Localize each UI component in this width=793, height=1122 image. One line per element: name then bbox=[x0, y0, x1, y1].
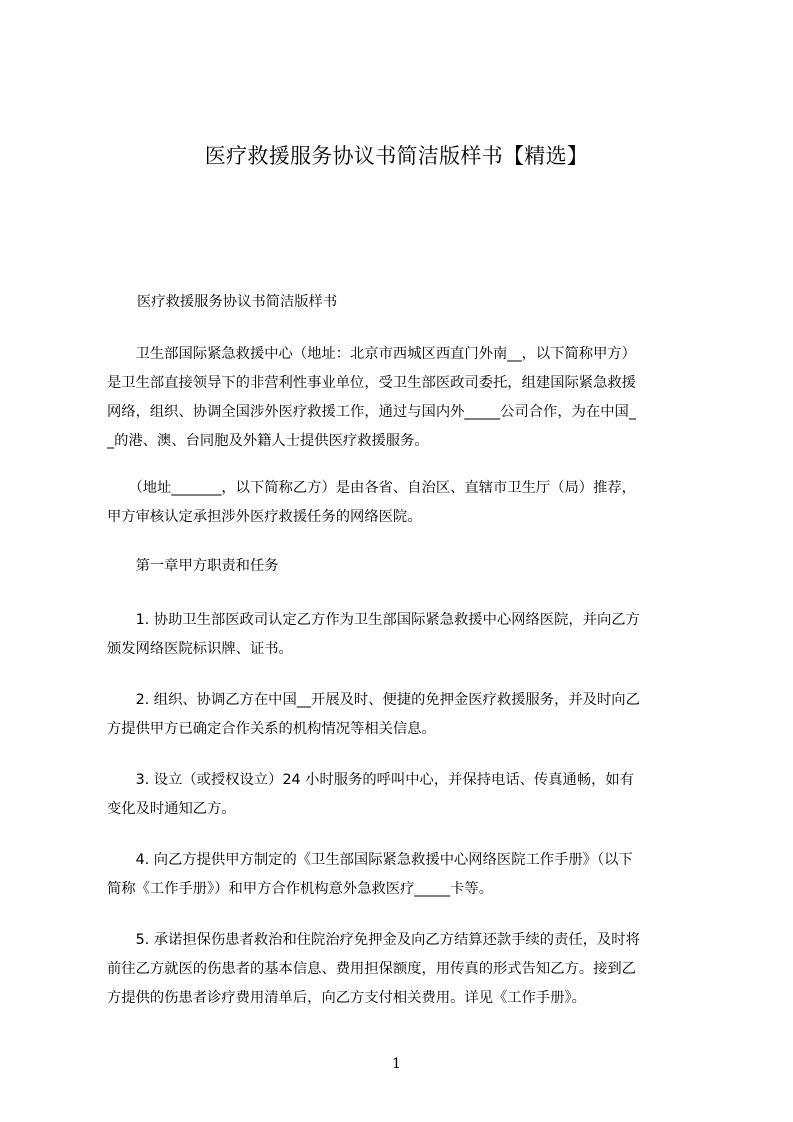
document-subtitle bbox=[107, 288, 711, 317]
paragraph-line: 4. 向乙方提供甲方制定的《卫生部国际紧急救援中心网络医院工作手册》（以下 bbox=[107, 852, 633, 868]
paragraph-intro-party-a bbox=[107, 340, 711, 456]
paragraph-line: 是卫生部直接领导下的非营利性事业单位，受卫生部医政司委托，组建国际紧急救援 bbox=[107, 375, 636, 391]
clause-4 bbox=[107, 846, 711, 904]
paragraph-line: 2. 组织、协调乙方在中国__开展及时、便捷的免押金医疗救援服务，并及时向乙 bbox=[107, 692, 640, 708]
paragraph-line: 方提供的伤患者诊疗费用清单后，向乙方支付相关费用。详见《工作手册》。 bbox=[107, 990, 586, 1006]
paragraph-line: 方提供甲方已确定合作关系的机构情况等相关信息。 bbox=[107, 721, 436, 737]
paragraph-line: 网络，组织、协调全国涉外医疗救援工作，通过与国内外_____公司合作，为在中国_ bbox=[107, 404, 636, 420]
clause-2 bbox=[107, 686, 711, 744]
paragraph-line: 5. 承诺担保伤患者救治和住院治疗免押金及向乙方结算还款手续的责任，及时将 bbox=[107, 932, 640, 948]
subtitle-text: 医疗救援服务协议书简洁版样书 bbox=[137, 294, 338, 310]
clause-3 bbox=[107, 766, 711, 824]
paragraph-line: 卫生部国际紧急救援中心（地址：北京市西城区西直门外南__，以下简称甲方） bbox=[107, 346, 636, 362]
paragraph-line: 甲方审核认定承担涉外医疗救援任务的网络医院。 bbox=[107, 509, 422, 525]
chapter-heading bbox=[107, 552, 711, 581]
document-title: 医疗救援服务协议书简洁版样书【精选】 bbox=[204, 144, 589, 168]
paragraph-intro-party-b bbox=[107, 474, 711, 532]
paragraph-line: 简称《工作手册》）和甲方合作机构意外急救医疗_____卡等。 bbox=[107, 881, 494, 897]
clause-1 bbox=[107, 606, 711, 664]
clause-5 bbox=[107, 926, 711, 1013]
paragraph-line: _的港、澳、台同胞及外籍人士提供医疗救援服务。 bbox=[107, 433, 429, 449]
paragraph-line: 前往乙方就医的伤患者的基本信息、费用担保额度，用传真的形式告知乙方。接到乙 bbox=[107, 961, 636, 977]
paragraph-line: 变化及时通知乙方。 bbox=[107, 801, 236, 817]
paragraph-line: 3. 设立（或授权设立）24 小时服务的呼叫中心，并保持电话、传真通畅，如有 bbox=[107, 772, 635, 788]
paragraph-line: （地址_______，以下简称乙方）是由各省、自治区、直辖市卫生厅（局）推荐， bbox=[107, 480, 636, 496]
paragraph-line: 颁发网络医院标识牌、证书。 bbox=[107, 641, 293, 657]
paragraph-line: 1. 协助卫生部医政司认定乙方作为卫生部国际紧急救援中心网络医院，并向乙方 bbox=[107, 612, 640, 628]
chapter-heading-text: 第一章甲方职责和任务 bbox=[107, 558, 279, 574]
page-number: 1 bbox=[392, 1056, 401, 1072]
